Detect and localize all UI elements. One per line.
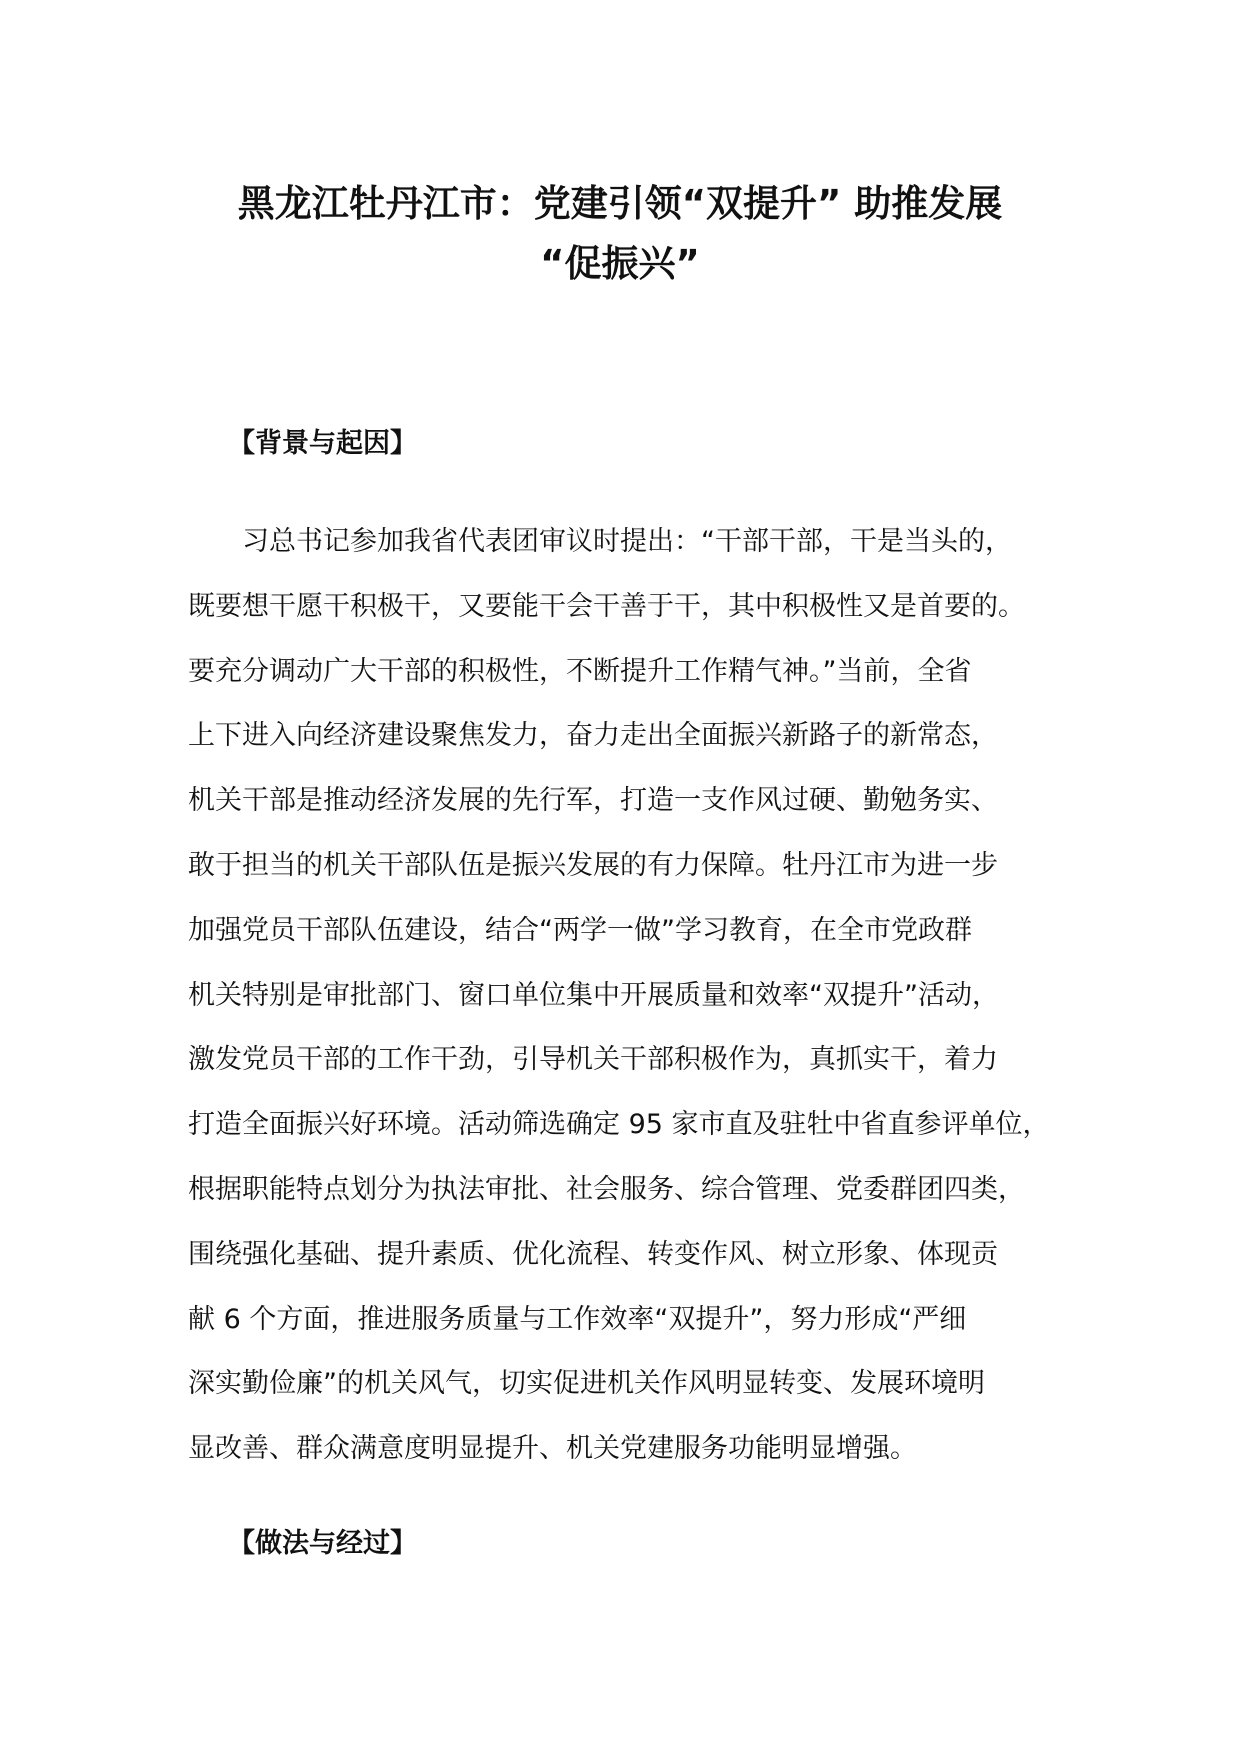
paragraph-line: 要充分调动广大干部的积极性，不断提升工作精气神。”当前，全省 [188,655,972,687]
paragraph-line: 上下进入向经济建设聚焦发力，奋力走出全面振兴新路子的新常态， [188,720,998,752]
paragraph-line: 深实勤俭廉”的机关风气，切实促进机关作风明显转变、发展环境明 [188,1368,985,1400]
paragraph-line: 习总书记参加我省代表团审议时提出：“干部干部，干是当头的， [188,526,1012,557]
paragraph-line: 根据职能特点划分为执法审批、社会服务、综合管理、党委群团四类， [188,1173,1025,1205]
paragraph-line: 围绕强化基础、提升素质、优化流程、转变作风、树立形象、体现贡 [188,1238,998,1270]
section-heading-background: 【背景与起因】 [228,428,417,459]
paragraph-background [188,510,1088,1482]
paragraph-line: 显改善、群众满意度明显提升、机关党建服务功能明显增强。 [188,1433,917,1465]
paragraph-line: 献 6 个方面，推进服务质量与工作效率“双提升”，努力形成“严细 [188,1303,967,1335]
paragraph-line: 机关特别是审批部门、窗口单位集中开展质量和效率“双提升”活动， [188,979,999,1011]
paragraph-line: 加强党员干部队伍建设，结合“两学一做”学习教育，在全市党政群 [188,914,972,946]
paragraph-line: 既要想干愿干积极干，又要能干会干善于干，其中积极性又是首要的。 [188,590,1025,622]
title-line: “促振兴” [540,242,700,285]
paragraph-line: 机关干部是推动经济发展的先行军，打造一支作风过硬、勤勉务实、 [188,785,998,817]
title-line: 黑龙江牡丹江市：党建引领“双提升” 助推发展 [237,182,1003,225]
paragraph-line: 激发党员干部的工作干劲，引导机关干部积极作为，真抓实干，着力 [188,1044,998,1076]
paragraph-line: 敢于担当的机关干部队伍是振兴发展的有力保障。牡丹江市为进一步 [188,849,998,881]
document-title [190,174,1050,294]
section-heading-methods: 【做法与经过】 [228,1528,417,1559]
paragraph-line: 打造全面振兴好环境。活动筛选确定 95 家市直及驻牡中省直参评单位， [188,1109,1050,1141]
